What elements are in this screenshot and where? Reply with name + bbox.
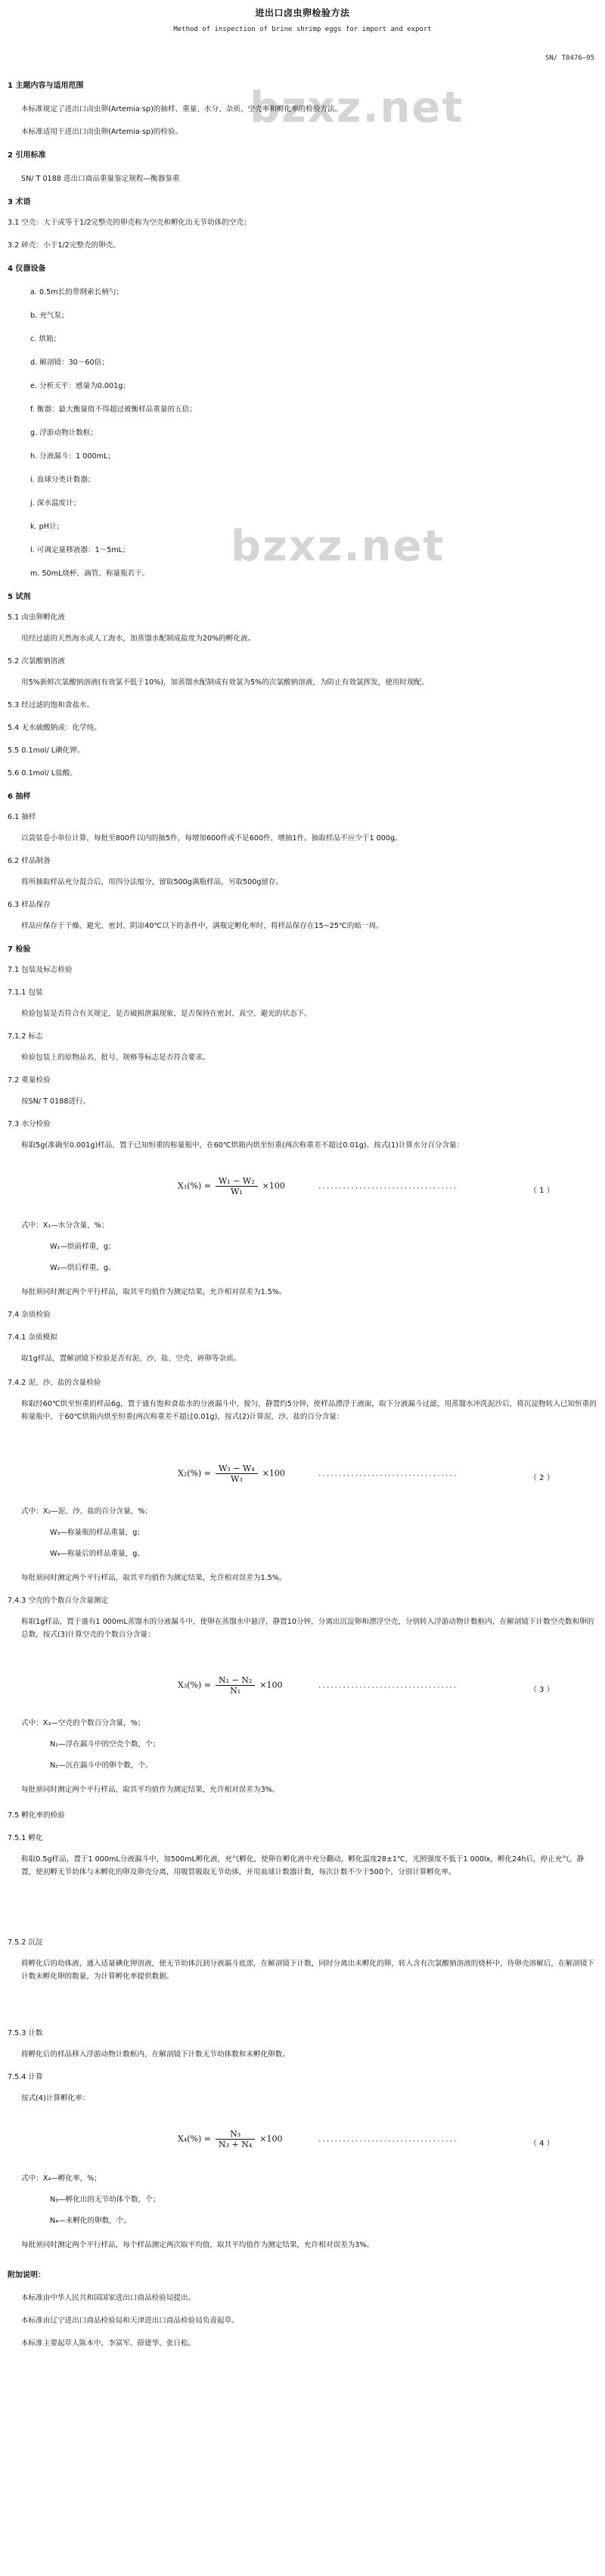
text-line-s61p: 以袋装卷小单位计算，每批至800件以内的抽5件，每增加600件或不足600件，增抽1件。抽取样品不应少于1 000g。 [21, 834, 402, 843]
text-line-s754p: 按式(4)计算孵化率： [21, 2094, 90, 2103]
text-line-s32: 3.2 碎壳：小于1/2完整壳的卵壳。 [8, 241, 120, 250]
text-line-s54: 5.4 无水硫酸钠或：化学纯。 [8, 724, 101, 732]
formula-f2 [178, 1463, 285, 1484]
text-line-s743: 7.4.3 空壳的个数百分含量测定 [8, 1597, 108, 1605]
formula-fraction [216, 2129, 255, 2149]
text-line-s4: 4 仪器设备 [8, 265, 46, 273]
text-line-s742w1: W₃—称量瓶的样品重量，g； [50, 1529, 144, 1537]
text-line-s754: 7.5.4 计算 [8, 2073, 43, 2081]
text-line-s73: 7.3 水分检验 [8, 1120, 51, 1128]
text-line-s73w: 式中：X₁—水分含量，%； [21, 1221, 109, 1230]
formula-denominator: N₃ + N₄ [219, 2140, 253, 2149]
formula-lhs: X₄(%) = [178, 2134, 211, 2144]
formula-fraction [216, 1675, 255, 1696]
text-line-s31: 3.1 空壳：大于或等于1/2完整壳的卵壳称为空壳和孵化出无节幼体的空壳； [8, 219, 251, 227]
text-line-s2p1: SN/ T 0188 进出口商品重量鉴定规程—衡器鉴重 [21, 175, 180, 183]
text-line-s741p: 取1g样品，置解剖镜下检验是否有泥、沙、盐、空壳、碎卵等杂质。 [21, 1355, 241, 1363]
text-line-s4g: g. 浮游动物计数框； [30, 429, 98, 437]
text-line-s62p: 将所抽取样品充分混合后，用四分法缩分，留取500g满瓶样品，另取500g留存。 [21, 878, 284, 886]
text-line-s743w2: N₂—沉在漏斗中的卵个数，个。 [50, 1761, 153, 1770]
formula-denominator: W₁ [230, 1187, 243, 1196]
text-line-s72p: 按SN/ T 0188进行。 [21, 1097, 91, 1106]
watermark: bzxz.net [231, 522, 445, 571]
formula-fraction [216, 1463, 258, 1484]
text-line-s711p: 检验包装是否符合有关规定，是否破损泄漏现象，是否保持在密封、真空、避光的状态下。 [21, 1010, 312, 1018]
text-line-s3: 3 术语 [8, 198, 31, 206]
formula-leader-dots: ·································· [318, 1684, 458, 1692]
text-line-s7: 7 检验 [8, 945, 31, 954]
text-line-add: 附加说明： [8, 2271, 45, 2280]
text-line-s52p: 用5%新鲜次氯酸钠溶液(有效氯不低于10%)，加蒸馏水配制成有效氯为5%的次氯酸钠溶液，为防止有效氯挥发，使用时现配。 [21, 678, 429, 687]
text-line-s56: 5.6 0.1mol/ L盐酸。 [8, 769, 77, 777]
text-line-add2: 本标准由辽宁进出口商品检验局和天津进出口商品检验局负责起草。 [21, 2317, 239, 2325]
text-line-s5: 5 试剂 [8, 593, 31, 601]
formula-multiplier: ×100 [259, 1680, 283, 1690]
text-line-s73w1: W₁—烘前样重，g； [50, 1243, 116, 1251]
text-line-s4l: l. 可调定量移液器：1～5mL； [30, 546, 130, 554]
text-line-s743e: 每批须同时测定两个平行样品，取其平均值作为测定结果，允许相对误差为3%。 [21, 1786, 280, 1794]
text-line-s4d: d. 解剖镜：30～60倍； [30, 358, 109, 367]
text-line-s73w2: W₂—烘后样重，g。 [50, 1264, 116, 1272]
formula-multiplier: ×100 [262, 1468, 285, 1479]
text-line-s63p: 样品应保存于干燥、避光、密封、阴凉40℃以下的条件中，满瓶定孵化率时，将样品保存在15~25℃的暗一周。 [21, 922, 383, 930]
text-line-s743w1: N₁—浮在漏斗中的空壳个数，个； [50, 1740, 160, 1749]
text-line-s75: 7.5 孵化率的检验 [8, 1811, 65, 1820]
equation-number: （ 3 ） [529, 1686, 554, 1694]
text-line-s4h: h. 分液漏斗：1 000mL； [30, 452, 115, 461]
formula-f3 [178, 1675, 283, 1696]
formula-numerator: W₃ − W₄ [216, 1463, 258, 1474]
text-line-s4m: m. 50mL烧杯、滴管、称量瓶若干。 [30, 570, 150, 578]
text-line-s2: 2 引用标准 [8, 151, 46, 160]
text-line-s1p1: 本标准规定了进出口卤虫卵(Artemia·sp)的抽样、重量、水分、杂质、空壳率和孵化率的检验方法。 [21, 105, 343, 113]
text-line-s742: 7.4.2 泥、沙、盐的含量检验 [8, 1379, 101, 1387]
doc-subtitle: Method of inspection of brine shrimp eggs for import and export [173, 26, 432, 33]
text-line-s73e: 每批须同时测定两个平行样品，取其平均值作为测定结果，允许相对误差为1.5%。 [21, 1288, 287, 1296]
text-line-s742e: 每批须同时测定两个平行样品，取其平均值作为测定结果，允许相对误差为1.5%。 [21, 1574, 287, 1582]
formula-multiplier: ×100 [262, 1181, 285, 1191]
formula-denominator: N₁ [230, 1686, 241, 1696]
text-line-s71: 7.1 包装及标志检验 [8, 966, 73, 974]
text-line-s53: 5.3 经过滤的饱和食盐水。 [8, 701, 95, 709]
equation-number: （ 4 ） [529, 2140, 554, 2148]
formula-multiplier: ×100 [259, 2134, 283, 2144]
text-line-s63: 6.3 样品保存 [8, 901, 51, 909]
text-line-s62: 6.2 样品制备 [8, 857, 51, 865]
text-line-s51: 5.1 卤虫卵孵化液 [8, 613, 65, 622]
formula-leader-dots: ·································· [318, 1473, 458, 1480]
formula-f4 [178, 2129, 283, 2149]
formula-lhs: X₃(%) = [178, 1680, 211, 1690]
text-line-s751p: 称取0.5g样品，置于1 000mL分液漏斗中，加500mL孵化液，充气孵化，使卵在孵化液中充分翻动，孵化温度28±1℃，光照强度不低于1 000lx，孵化24h后，停止充气，静置，使初孵无节幼体与未孵化的卵及卵壳分离，用吸管吸取无节幼体，并用血球计数器计数，每次计数不少于500个，分别计算孵化率。 [21, 1855, 585, 1876]
text-line-s741: 7.4.1 杂质模拟 [8, 1333, 57, 1342]
formula-numerator: N₃ [216, 2129, 255, 2140]
text-line-s742p: 称取经60℃烘至恒重的样品6g，置于盛有饱和食盐水的分液漏斗中，搅匀，静置约5分钟，使样品漂浮于液面，取下分液漏斗过滤，用蒸馏水冲洗泥沙后，将沉淀物转入已知恒重的称量瓶中，于60℃烘箱内烘至恒重(两次称重差不超过0.01g)，按式(2)计算泥、沙、盐的百分含量： [21, 1400, 597, 1421]
text-line-s4i: i. 血球分类计数器； [30, 476, 95, 484]
formula-leader-dots: ·································· [318, 2138, 458, 2146]
text-line-s754w1: N₃—孵化出的无节幼体个数，个； [50, 2196, 160, 2204]
equation-number: （ 2 ） [529, 1474, 554, 1482]
text-line-s743w: 式中：X₃—空壳的个数百分含量，%； [21, 1719, 145, 1727]
text-line-s711: 7.1.1 包装 [8, 989, 43, 997]
formula-denominator: W₃ [230, 1474, 243, 1484]
formula-lhs: X₁(%) = [178, 1181, 211, 1191]
text-line-s752p: 将孵化后的幼体液，通入适量碘化钾溶液，使无节幼体沉到分液漏斗底部，在解剖镜下计数，同时分离出未孵化的卵，转入含有次氯酸钠溶液的烧杯中，待卵壳溶解后，在解剖镜下计数未孵化卵的数量，为计算孵化率提供数据。 [21, 1960, 594, 1981]
text-line-s74: 7.4 杂质检验 [8, 1311, 51, 1319]
text-line-s4j: j. 深水温度计； [30, 499, 81, 507]
text-line-s754w: 式中：X₄—孵化率，%； [21, 2174, 101, 2183]
text-line-s55: 5.5 0.1mol/ L碘化钾。 [8, 746, 85, 755]
text-line-s754w2: N₄—未孵化的卵数，个。 [50, 2217, 131, 2225]
doc-title: 进出口卤虫卵检验方法 [255, 8, 350, 18]
text-line-s73p: 称取5g(准确至0.001g)样品，置于已知恒重的称量瓶中，在60℃烘箱内烘至恒重(两次称重差不超过0.01g)。按式(1)计算水分百分含量： [21, 1141, 464, 1150]
text-line-s51p: 用经过滤的天然海水或人工海水，加蒸馏水配制成盐度为20%的孵化液。 [21, 635, 256, 643]
text-line-s4e: e. 分析天平：感量为0.001g； [30, 382, 130, 390]
text-line-s712p: 检验包装上的原物品名、批号、规格等标志是否符合要求。 [21, 1054, 210, 1062]
text-line-s52: 5.2 次氯酸钠溶液 [8, 657, 65, 666]
text-line-s72: 7.2 重量检验 [8, 1076, 51, 1085]
equation-number: （ 1 ） [529, 1187, 554, 1195]
text-line-s753p: 将孵化后的样品移入浮游动物计数框内，在解剖镜下计数无节幼体数和未孵化卵数。 [21, 2050, 290, 2059]
text-line-s4f: f. 衡器：最大衡量值不得超过被衡样品重量的五倍； [30, 405, 197, 414]
standard-number: SN/ T0476—95 [544, 54, 594, 62]
formula-numerator: N₁ − N₂ [216, 1675, 255, 1686]
text-line-s1: 1 主题内容与适用范围 [8, 82, 84, 90]
text-line-add3: 本标准主要起草人陈本中、李富军、薛建华、张日松。 [21, 2339, 196, 2348]
text-line-s743p: 称取1g样品，置于盛有1 000mL蒸馏水的分液漏斗中，使卵在蒸馏水中悬浮，静置10分钟，分离出沉淀卵和漂浮空壳，分别转入浮游动物计数框内，在解剖镜下计数空壳数和卵的总数，按式(3)计算空壳的个数百分含量： [21, 1618, 594, 1639]
text-line-s4c: c. 烘箱； [30, 335, 61, 343]
text-line-s1p2: 本标准适用于进出口卤虫卵(Artemia·sp)的检验。 [21, 128, 183, 136]
formula-numerator: W₁ − W₂ [216, 1176, 258, 1187]
text-line-s751: 7.5.1 孵化 [8, 1834, 43, 1842]
text-line-s61: 6.1 抽样 [8, 813, 36, 821]
text-line-s742w2: W₄—称量后的样品重量，g。 [50, 1550, 144, 1558]
text-line-s4b: b. 充气泵； [30, 312, 69, 320]
text-line-s712: 7.1.2 标志 [8, 1032, 43, 1041]
watermark: bzxz.net [250, 83, 464, 132]
formula-lhs: X₂(%) = [178, 1468, 211, 1479]
text-line-s6: 6 抽样 [8, 793, 31, 801]
formula-f1 [178, 1176, 285, 1196]
text-line-s754e: 每批须同时测定两个平行样品，每个样品测定两次取平均值，取其平均值作为测定结果，允许相对误差为3%。 [21, 2241, 374, 2249]
text-line-s742w: 式中：X₂—泥、沙、盐的百分含量，%； [21, 1507, 153, 1516]
formula-fraction [216, 1176, 258, 1196]
text-line-s753: 7.5.3 计数 [8, 2029, 43, 2038]
text-line-s4k: k. pH计； [30, 523, 64, 531]
text-line-s752: 7.5.2 沉淀 [8, 1938, 43, 1947]
formula-leader-dots: ·································· [318, 1185, 458, 1193]
text-line-s4a: a. 0.5m长的带纲索长柄勺； [30, 288, 123, 296]
text-line-add1: 本标准由中华人民共和国国家进出口商品检验局提出。 [21, 2294, 196, 2302]
